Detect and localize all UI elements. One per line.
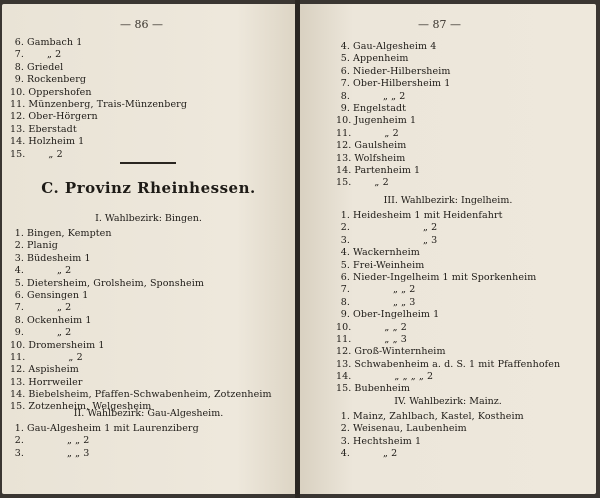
list-item: 4. Wackernheim bbox=[340, 247, 420, 259]
section-heading: II. Wahlbezirk: Gau-Algesheim. bbox=[73, 408, 224, 419]
list-item: 3. „ 3 bbox=[340, 234, 438, 246]
list-item: 13. Eberstadt bbox=[10, 123, 77, 135]
left-page bbox=[2, 4, 295, 494]
page-number-left: — 86 — bbox=[120, 18, 163, 31]
list-item: 10. Jugenheim 1 bbox=[336, 115, 417, 127]
list-item: 7. „ „ 2 bbox=[340, 284, 416, 296]
list-item: 14. Biebelsheim, Pfaffen-Schwabenheim, Zotzenheim bbox=[10, 389, 272, 401]
list-item: 9. „ 2 bbox=[14, 327, 72, 339]
list-item: 4. Gau-Algesheim 4 bbox=[340, 41, 437, 52]
list-item: 7. Ober-Hilbersheim 1 bbox=[340, 78, 451, 90]
list-item: 13. Horrweiler bbox=[10, 376, 83, 388]
section-heading: I. Wahlbezirk: Bingen. bbox=[95, 213, 202, 224]
list-item: 2. „ 2 bbox=[340, 222, 438, 234]
list-item: 5. Appenheim bbox=[340, 53, 409, 65]
section-divider bbox=[120, 162, 176, 164]
list-item: 4. „ 2 bbox=[340, 448, 398, 460]
list-item: 10. Dromersheim 1 bbox=[10, 339, 105, 351]
list-item: 2. Planig bbox=[14, 240, 58, 252]
list-item: 12. Aspisheim bbox=[10, 364, 79, 376]
list-item: 8. Ockenheim 1 bbox=[14, 314, 92, 326]
list-item: 6. Nieder-Hilbersheim bbox=[340, 65, 451, 77]
list-item: 6. Gensingen 1 bbox=[14, 289, 89, 301]
list-item: 3. „ „ 3 bbox=[14, 447, 90, 459]
list-item: 12. Gaulsheim bbox=[336, 140, 407, 152]
list-item: 2. Weisenau, Laubenheim bbox=[340, 423, 467, 435]
list-item: 11. „ 2 bbox=[336, 127, 399, 139]
list-item: 7. „ 2 bbox=[14, 49, 62, 61]
list-item: 15. „ 2 bbox=[336, 177, 389, 189]
list-item: 12. Ober-Hörgern bbox=[10, 111, 98, 123]
list-item: 1. Heidesheim 1 mit Heidenfahrt bbox=[340, 210, 503, 221]
list-item: 1. Gau-Algesheim 1 mit Laurenziberg bbox=[14, 423, 199, 434]
section-heading: III. Wahlbezirk: Ingelheim. bbox=[383, 195, 513, 206]
section3-list bbox=[336, 210, 560, 396]
section-heading: IV. Wahlbezirk: Mainz. bbox=[394, 396, 502, 407]
list-item: 14. Partenheim 1 bbox=[336, 164, 421, 176]
list-item: 5. Frei-Weinheim bbox=[340, 259, 425, 271]
list-item: 13. Wolfsheim bbox=[336, 152, 406, 164]
list-item: 15. Bubenheim bbox=[336, 383, 411, 395]
list-item: 1. Mainz, Zahlbach, Kastel, Kostheim bbox=[340, 411, 524, 422]
list-item: 7. „ 2 bbox=[14, 302, 72, 314]
list-item: 9. Rockenberg bbox=[14, 74, 87, 86]
list-item: 13. Schwabenheim a. d. S. 1 mit Pfaffenhofen bbox=[336, 358, 561, 370]
list-item: 4. „ 2 bbox=[14, 265, 72, 277]
chapter-title: C. Provinz Rheinhessen. bbox=[41, 179, 256, 197]
list-item: 2. „ „ 2 bbox=[14, 435, 90, 447]
left-top-list bbox=[10, 37, 187, 161]
list-item: 6. Nieder-Ingelheim 1 mit Sporkenheim bbox=[340, 271, 537, 283]
list-item: 3. Büdesheim 1 bbox=[14, 252, 91, 264]
list-item: 11. Münzenberg, Trais-Münzenberg bbox=[10, 98, 187, 110]
right-top-list bbox=[336, 41, 451, 190]
list-item: 10. Oppershofen bbox=[10, 86, 92, 98]
list-item: 1. Bingen, Kempten bbox=[14, 228, 112, 239]
list-item: 9. Ober-Ingelheim 1 bbox=[340, 309, 440, 321]
list-item: 14. Holzheim 1 bbox=[10, 136, 85, 148]
page-number-right: — 87 — bbox=[418, 18, 461, 31]
section4-list bbox=[336, 411, 524, 461]
list-item: 11. „ „ 3 bbox=[336, 333, 407, 345]
list-item: 6. Gambach 1 bbox=[14, 37, 83, 48]
list-item: 11. „ 2 bbox=[10, 351, 83, 363]
list-item: 8. „ „ 2 bbox=[340, 90, 406, 102]
list-item: 8. Griedel bbox=[14, 61, 64, 73]
section1-list bbox=[10, 228, 272, 414]
list-item: 14. „ „ „ „ 2 bbox=[336, 371, 434, 383]
list-item: 8. „ „ 3 bbox=[340, 296, 416, 308]
right-page bbox=[300, 4, 596, 494]
list-item: 10. „ „ 2 bbox=[336, 321, 407, 333]
list-item: 3. Hechtsheim 1 bbox=[340, 435, 422, 447]
list-item: 12. Groß-Winternheim bbox=[336, 346, 446, 358]
list-item: 9. Engelstadt bbox=[340, 102, 407, 114]
section2-list bbox=[10, 423, 199, 460]
list-item: 15. Zotzenheim, Welgesheim bbox=[10, 401, 152, 413]
list-item: 5. Dietersheim, Grolsheim, Sponsheim bbox=[14, 277, 204, 289]
list-item: 15. „ 2 bbox=[10, 148, 63, 160]
